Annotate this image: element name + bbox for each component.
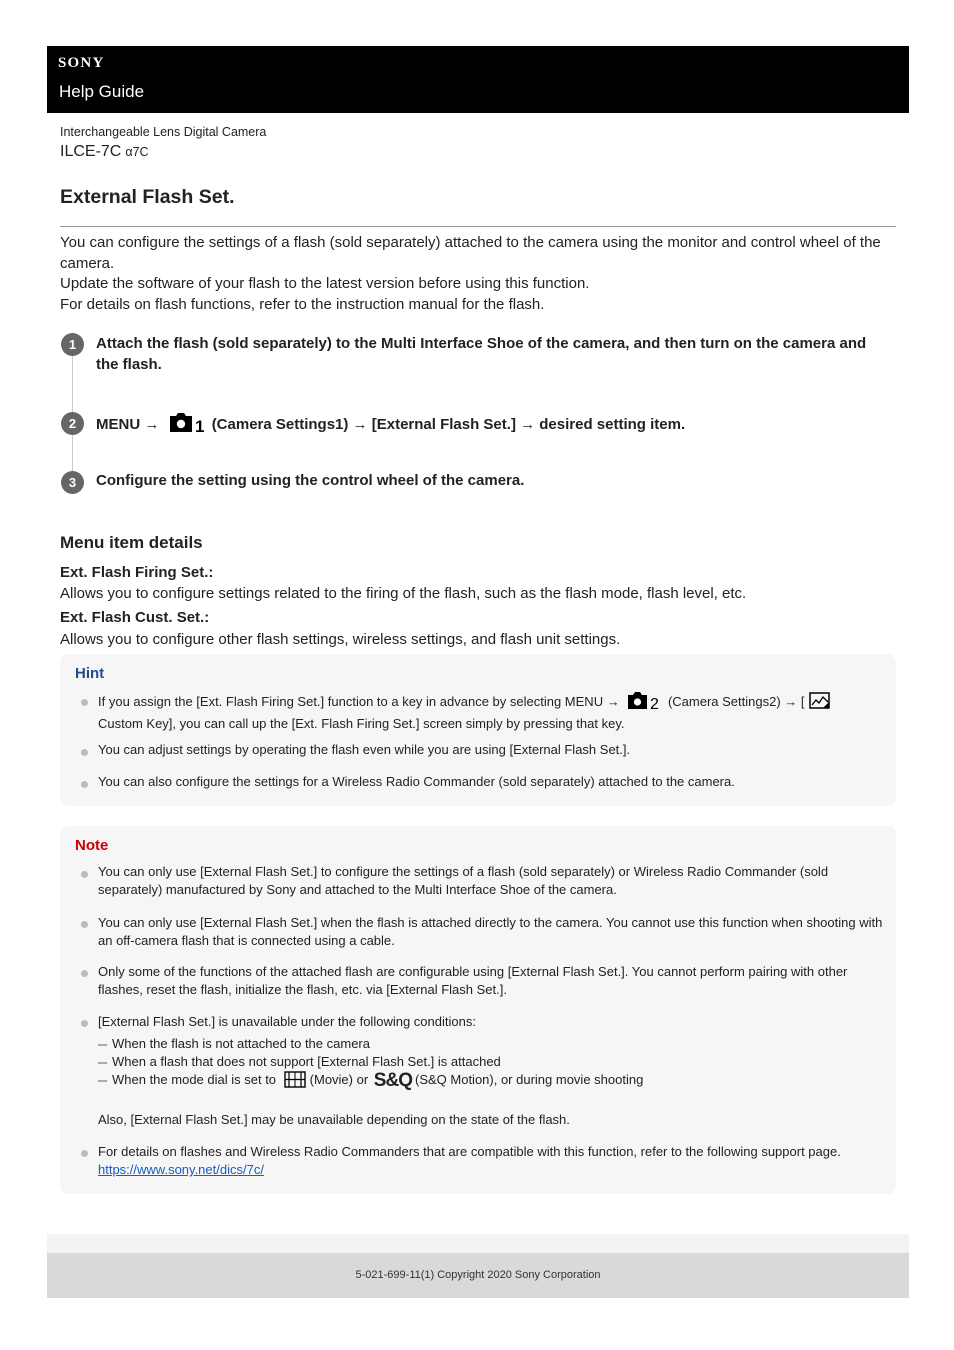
movie-icon <box>284 1071 306 1093</box>
note-item-1: You can only use [External Flash Set.] to configure the settings of a flash (sold separately) or Wireless Radio Commander (sold separately) manufactured by Sony and attached to the Multi Interface Shoe of the camera. <box>98 864 829 897</box>
menu-item-desc: Allows you to configure settings related to the firing of the flash, such as the flash mode, flash level, etc. <box>60 585 747 602</box>
header-bar <box>47 46 909 113</box>
custom-key-icon <box>809 692 831 715</box>
sq-motion-icon: S&Q <box>373 1070 412 1091</box>
step-1-text: Attach the flash (sold separately) to the Multi Interface Shoe of the camera, and then turn on the camera and the flash. <box>96 335 867 373</box>
bullet-icon <box>81 970 88 977</box>
note-sub-item <box>98 1053 888 1071</box>
step-list <box>60 333 896 498</box>
note-sub-item-text: (Movie) or <box>309 1072 369 1087</box>
bullet-icon <box>81 749 88 756</box>
model-name <box>60 143 149 161</box>
product-name: Interchangeable Lens Digital Camera <box>60 125 267 139</box>
step-number-1: 1 <box>61 333 84 356</box>
bullet-icon <box>81 699 88 706</box>
step-3-text: Configure the setting using the control wheel of the camera. <box>96 472 525 489</box>
dash-icon <box>98 1080 107 1082</box>
note-item-2: You can only use [External Flash Set.] when the flash is attached directly to the camera. You cannot use this function when shooting with an off-camera flash that is connected using a cable. <box>98 915 883 948</box>
note-box <box>60 826 896 1194</box>
step-2-text <box>96 411 886 439</box>
model-code: ILCE-7C <box>60 143 122 160</box>
bullet-icon <box>81 781 88 788</box>
camera-settings2-number: 2 <box>650 696 660 710</box>
menu-details-heading: Menu item details <box>60 533 203 552</box>
copyright-text: 5-021-699-11(1) Copyright 2020 Sony Corporation <box>355 1269 601 1281</box>
bullet-icon <box>81 1020 88 1027</box>
note-item-3: Only some of the functions of the attached flash are configurable using [External Flash Set.]. You cannot perform pairing with other flashes, reset the flash, initialize the flash, etc. via [External Flash Set.]. <box>98 964 848 997</box>
intro-paragraph: For details on flash functions, refer to the instruction manual for the flash. <box>60 295 545 313</box>
note-sub-item-text: (S&Q Motion), or during movie shooting <box>414 1072 644 1087</box>
camera-settings2-icon <box>627 691 660 715</box>
step-number-3: 3 <box>61 471 84 494</box>
dash-icon <box>98 1062 107 1064</box>
step-2-post: (Camera Settings1) → [External Flash Set.] → desired setting item. <box>211 416 686 433</box>
bullet-icon <box>81 1150 88 1157</box>
intro-text <box>60 233 900 315</box>
note-item-4-intro: [External Flash Set.] is unavailable under the following conditions: <box>98 1014 476 1029</box>
intro-paragraph: You can configure the settings of a flash (sold separately) attached to the camera using the monitor and control wheel of the camera. <box>60 234 881 272</box>
menu-item-title: Ext. Flash Firing Set.: <box>60 564 214 581</box>
note-sub-item-text: When a flash that does not support [External Flash Set.] is attached <box>112 1054 501 1069</box>
sony-logo: SONY <box>58 55 105 71</box>
footer-top-strip <box>47 1234 909 1253</box>
bullet-icon <box>81 921 88 928</box>
menu-item-desc: Allows you to configure other flash settings, wireless settings, and flash unit settings. <box>60 631 621 648</box>
hint-item-2: You can adjust settings by operating the flash even while you are using [External Flash Set.]. <box>98 742 631 757</box>
note-sub-item <box>98 1071 888 1093</box>
help-guide-label: Help Guide <box>59 82 145 101</box>
footer <box>47 1253 909 1298</box>
hint-item-1-pre: If you assign the [Ext. Flash Firing Set.] function to a key in advance by selecting MENU → <box>98 694 620 709</box>
intro-paragraph: Update the software of your flash to the latest version before using this function. <box>60 275 590 292</box>
hint-item-3: You can also configure the settings for a Wireless Radio Commander (sold separately) attached to the camera. <box>98 774 735 789</box>
note-sub-item-text: When the flash is not attached to the camera <box>112 1036 370 1051</box>
hint-item-1-mid: (Camera Settings2) → [ <box>667 694 805 709</box>
menu-item-title: Ext. Flash Cust. Set.: <box>60 609 210 626</box>
bullet-icon <box>81 871 88 878</box>
step-number-2: 2 <box>61 412 84 435</box>
note-sub-item <box>98 1035 888 1053</box>
note-item-4-also: Also, [External Flash Set.] may be unavailable depending on the state of the flash. <box>98 1112 570 1127</box>
model-alpha: α7C <box>125 145 149 159</box>
note-heading: Note <box>75 837 109 854</box>
camera-settings1-icon <box>168 411 204 439</box>
hint-item-1 <box>98 691 888 733</box>
step-2-pre: MENU → <box>96 416 160 433</box>
note-item-5-text: For details on flashes and Wireless Radio Commanders that are compatible with this function, refer to the following support page. <box>98 1144 841 1159</box>
page-title: External Flash Set. <box>60 186 235 208</box>
support-page-link[interactable]: https://www.sony.net/dics/7c/ <box>98 1162 264 1177</box>
note-item-5 <box>98 1143 888 1179</box>
dash-icon <box>98 1044 107 1046</box>
hint-item-1-post: Custom Key], you can call up the [Ext. Flash Firing Set.] screen simply by pressing that key. <box>98 716 625 731</box>
note-item-4 <box>98 1013 888 1129</box>
title-divider <box>60 226 896 227</box>
hint-heading: Hint <box>75 665 105 682</box>
hint-box <box>60 654 896 806</box>
camera-settings1-number: 1 <box>194 417 204 433</box>
note-sub-item-text: When the mode dial is set to <box>112 1072 277 1087</box>
